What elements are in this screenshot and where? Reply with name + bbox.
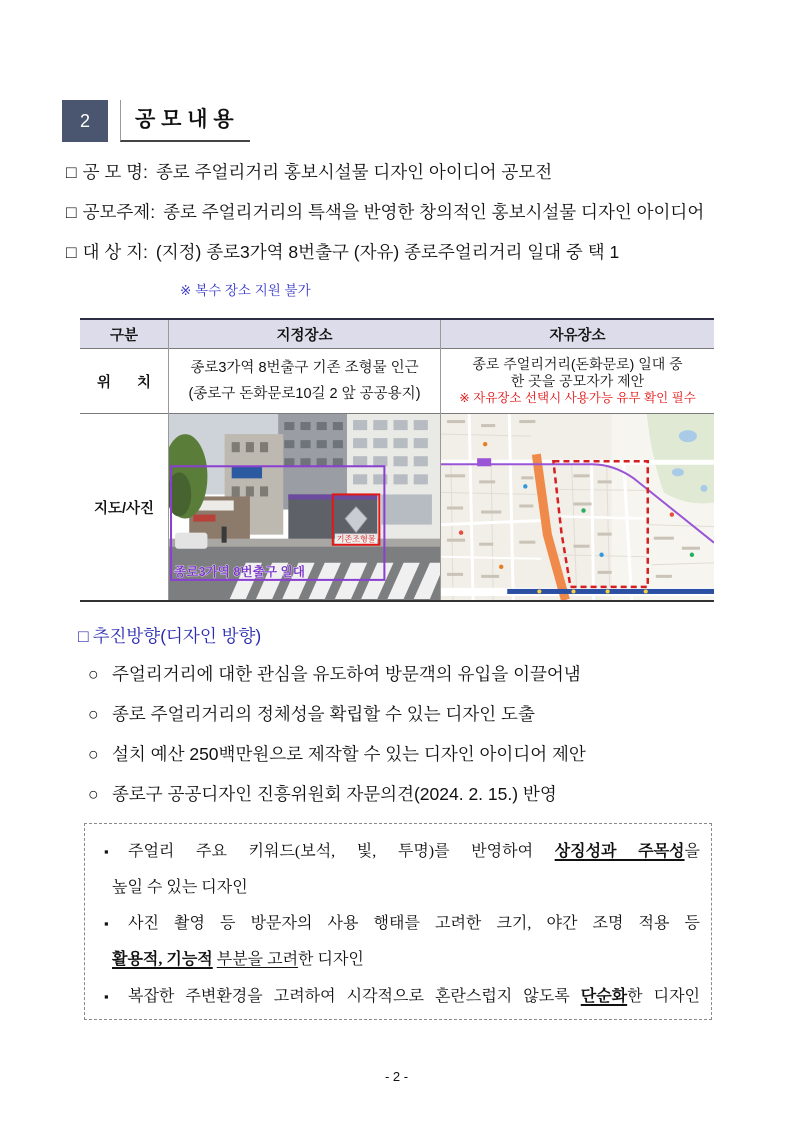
page-number: - 2 - xyxy=(384,1069,409,1084)
design-note-line xyxy=(112,947,700,973)
direction-heading-text: 추진방향(디자인 방향) xyxy=(92,626,262,646)
free-location-line: 한 곳을 공모자가 제안 xyxy=(510,372,645,389)
design-note-text: 복잡한 주변환경을 고려하여 시각적으로 혼란스럽지 않도록 xyxy=(128,988,581,1005)
square-bullet-marker: ▪ xyxy=(104,989,109,1004)
overview-label: 공 모 명: xyxy=(82,162,148,182)
overview-value: 종로 주얼리거리의 특색을 반영한 창의적인 홍보시설물 디자인 아이디어 xyxy=(163,202,705,222)
circle-bullet-marker: ○ xyxy=(88,664,99,684)
overview-value: 종로 주얼리거리 홍보시설물 디자인 아이디어 공모전 xyxy=(155,162,553,182)
design-note-text: 한 디자인 xyxy=(298,951,364,968)
table-row-label-location: 위 치 xyxy=(96,374,152,391)
table-bottom-border xyxy=(80,600,714,602)
design-note-line xyxy=(112,875,700,901)
circle-bullet-marker: ○ xyxy=(88,784,99,804)
design-note-line xyxy=(128,984,700,1010)
design-note-text: 높일 수 있는 디자인 xyxy=(112,879,248,896)
map-station-marker xyxy=(477,458,491,466)
table-row-label-map-photo: 지도/사진 xyxy=(93,500,155,517)
direction-bullet xyxy=(88,662,581,686)
overview-contest-theme xyxy=(66,200,704,224)
section-title: 공 모 내 용 xyxy=(120,100,250,142)
photo-area-caption: 종로3가역 8번출구 일대 xyxy=(174,564,305,579)
design-note-emphasis: 단순화 xyxy=(580,988,628,1005)
overview-label: 대 상 지: xyxy=(82,242,148,262)
photo-sculpture-tag: 기존조형물 xyxy=(336,534,376,544)
free-location-line: 종로 주얼리거리(돈화문로) 일대 중 xyxy=(472,355,683,372)
direction-bullet-text: 설치 예산 250백만원으로 제작할 수 있는 디자인 아이디어 제안 xyxy=(112,744,586,764)
map-pond xyxy=(672,468,684,476)
designated-site-photo xyxy=(169,414,440,600)
direction-bullet xyxy=(88,782,557,806)
design-note-text: 주얼리 주요 키워드(보석, 빛, 투명)를 반영하여 xyxy=(128,843,555,860)
circle-bullet-marker: ○ xyxy=(88,704,99,724)
table-header-designated: 지정장소 xyxy=(276,327,333,344)
overview-label: 공모주제: xyxy=(82,202,156,222)
checkbox-marker: □ xyxy=(66,202,77,222)
photo-shop-sign-blue xyxy=(232,466,262,478)
checkbox-marker: □ xyxy=(66,242,77,262)
direction-bullet-text: 종로 주얼리거리의 정체성을 확립할 수 있는 디자인 도출 xyxy=(112,704,535,724)
photo-shop-sign-red xyxy=(193,515,215,522)
designated-location-cell xyxy=(169,349,440,413)
square-bullet-marker: ▪ xyxy=(104,844,109,859)
direction-heading xyxy=(78,624,261,648)
table-header-category: 구분 xyxy=(109,327,138,344)
design-note-line xyxy=(128,839,700,865)
direction-bullet xyxy=(88,742,586,766)
checkbox-marker: □ xyxy=(78,626,89,646)
overview-contest-name xyxy=(66,160,552,184)
overview-note: ※ 복수 장소 지원 불가 xyxy=(180,283,311,298)
checkbox-marker: □ xyxy=(66,162,77,182)
design-note-text: 사진 촬영 등 방문자의 사용 행태를 고려한 크기, 야간 조명 적용 등 xyxy=(128,915,700,932)
design-note-underline: 부분을 고려 xyxy=(216,951,299,968)
map-pond xyxy=(700,485,707,492)
photo-pedestrian xyxy=(222,527,227,543)
circle-bullet-marker: ○ xyxy=(88,744,99,764)
design-note-emphasis: 상징성과 주목성 xyxy=(554,843,685,860)
direction-bullet xyxy=(88,702,535,726)
designated-location-line: (종로구 돈화문로10길 2 앞 공공용지) xyxy=(188,386,421,402)
map-pond xyxy=(679,430,697,442)
overview-target-site xyxy=(66,240,619,264)
design-note-line xyxy=(128,911,700,937)
free-location-warning: ※ 자유장소 선택시 사용가능 유무 확인 필수 xyxy=(459,390,696,405)
photo-car xyxy=(175,533,207,549)
free-site-map xyxy=(441,414,714,600)
designated-location-line: 종로3가역 8번출구 기존 조형물 인근 xyxy=(190,360,419,376)
direction-bullet-text: 종로구 공공디자인 진흥위원회 자문의견(2024. 2. 15.) 반영 xyxy=(112,784,557,804)
section-number-badge: 2 xyxy=(62,100,108,142)
design-note-text: 을 xyxy=(684,843,700,860)
overview-value: (지정) 종로3가역 8번출구 (자유) 종로주얼리거리 일대 중 택 1 xyxy=(155,242,620,262)
square-bullet-marker: ▪ xyxy=(104,916,109,931)
direction-bullet-text: 주얼리거리에 대한 관심을 유도하여 방문객의 유입을 이끌어냄 xyxy=(112,664,581,684)
design-note-text: 한 디자인 xyxy=(627,988,700,1005)
design-note-emphasis: 활용적, 기능적 xyxy=(112,951,213,968)
free-location-cell xyxy=(441,349,714,413)
table-header-free: 자유장소 xyxy=(549,327,606,344)
